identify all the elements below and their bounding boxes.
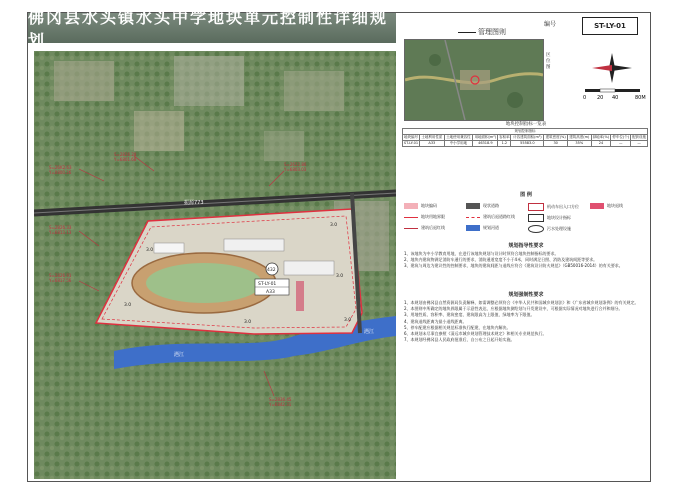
guide-notes: 1、该地块为中小学教育用地，在进行该地块规划与设计时须符合地块控制指标的要求。 2、地块内建筑物满足消防车通行的要求，消防通道宽度不小于4米，同时满足日照、消防及建筑间距等要求。 3、建筑与周边为建议性的控制要求，地块的建筑间距与退线应符合《建筑设计防火规范》（GB50016-2014）的有关要求。	[404, 251, 623, 269]
plan-subtitle: 管理图则	[458, 27, 506, 37]
legend-item: 地块编码	[404, 203, 437, 209]
scale-bar	[580, 85, 650, 105]
svg-text:Y=6813.13: Y=6813.13	[49, 230, 72, 235]
svg-text:3.0: 3.0	[146, 248, 154, 253]
legend-item: 地块退线	[590, 203, 623, 209]
svg-text:0: 0	[583, 95, 587, 101]
svg-text:S=2826.33: S=2826.33	[49, 225, 72, 230]
plan-sheet	[27, 8, 651, 482]
river-label-west: 潖江	[174, 352, 185, 358]
legend-title: 图 例	[520, 192, 532, 198]
svg-text:3.0: 3.0	[336, 274, 344, 279]
table-row: ST-LY-01 A33 中小学用地 46318.9 1.2 55583.0 30 35% 24 — —	[403, 141, 648, 147]
code-label: 编号	[544, 21, 557, 28]
control-notes: 1、本规划由佛冈县自然资源局负责解释，如需调整必须符合《中华人民共和国城乡规划法》和《广东省城乡规划条例》的有关规定。 2、本图则中所确定的地块界限属于示意性表达，应根据地块测绘划与开发建设中，可根据实际情况对地块进行合并和细分。 3、用地性质、容积率、建筑密度、建筑限高为上限值，绿地率为下限值。 4、建筑退线距离为最小退线距离。 5、停车配建应根据相关规范标准执行配建，在地块内解决。 6、本规划未尽事宜参照《清远市城乡规划管理技术规定》和相关专业规范执行。 7、本规划经佛冈县人民政府批准后，自公布之日起开始实施。	[404, 300, 639, 343]
location-map	[404, 39, 544, 121]
control-title: 规划强制性要求	[508, 292, 544, 298]
svg-text:40: 40	[612, 95, 619, 101]
parcel-code-label: ST-LY-01	[258, 282, 277, 287]
plan-title: 佛冈县水头镇水头中学地块单元控制性详细规划	[28, 8, 389, 50]
svg-text:Y=0800.26: Y=0800.26	[49, 170, 72, 175]
guide-title: 规划指导性要求	[508, 243, 544, 249]
legend-item: 机动车出入口方位	[528, 203, 579, 211]
svg-text:3.0: 3.0	[330, 223, 338, 228]
svg-text:Y=6803.03: Y=6803.03	[284, 167, 307, 172]
legend-item: 建筑后退道路红线	[466, 214, 515, 220]
svg-text:80M: 80M	[635, 95, 646, 101]
north-arrow-icon	[582, 51, 642, 85]
svg-text:Y=6817.56: Y=6817.56	[49, 278, 72, 283]
svg-text:3.0: 3.0	[124, 303, 132, 308]
parcel-use-label: A33	[266, 290, 275, 295]
satellite-map	[34, 51, 396, 479]
table-group-header: 规划控制指标	[403, 129, 648, 135]
legend-item: 地块设计指标	[528, 214, 571, 222]
svg-text:S=2836.45: S=2836.45	[269, 397, 292, 402]
legend-item: 现状道路	[466, 203, 499, 209]
svg-text:Y=6842.31: Y=6842.31	[269, 402, 292, 407]
legend-item: 建筑后退红线	[404, 225, 445, 231]
map-svg	[34, 51, 396, 479]
svg-text:S=2826.28: S=2826.28	[114, 152, 137, 157]
legend-item: 地块用地界限	[404, 214, 445, 220]
svg-text:Y=6801.68: Y=6801.68	[114, 157, 137, 162]
svg-text:S=2622.86: S=2622.86	[284, 162, 307, 167]
plan-code-box: ST-LY-01	[582, 17, 638, 35]
location-map-label: 区位图	[546, 53, 551, 70]
legend-item: 规划河道	[466, 225, 499, 231]
svg-text:3.0: 3.0	[344, 318, 352, 323]
svg-text:S=2826.91: S=2826.91	[49, 273, 72, 278]
table-title: 地块控制指标一览表	[505, 122, 547, 127]
svg-text:20: 20	[597, 95, 604, 101]
river-label-east: 潖江	[364, 329, 375, 335]
control-table: 规划控制指标 地块编号 土地利用性质 土地使用兼容性 用地面积(m²) 容积率 计容建筑面积(m²) 建筑密度(%) 建筑高度(m) 绿地率(%) 停车位(个) 配套设施 ST-LY-01 A33 中小学用地 46318.9 1.2 55583.0 30 35% 24 — —	[403, 129, 647, 145]
svg-text:3.0: 3.0	[244, 320, 252, 325]
info-panel	[402, 13, 650, 481]
road-label: 振源773	[184, 200, 204, 206]
svg-text:432: 432	[267, 268, 276, 273]
svg-text:S=26K2.63: S=26K2.63	[49, 165, 72, 170]
legend-item: 污水处理设施	[528, 225, 571, 233]
legend	[404, 203, 648, 237]
title-bar	[28, 8, 396, 50]
